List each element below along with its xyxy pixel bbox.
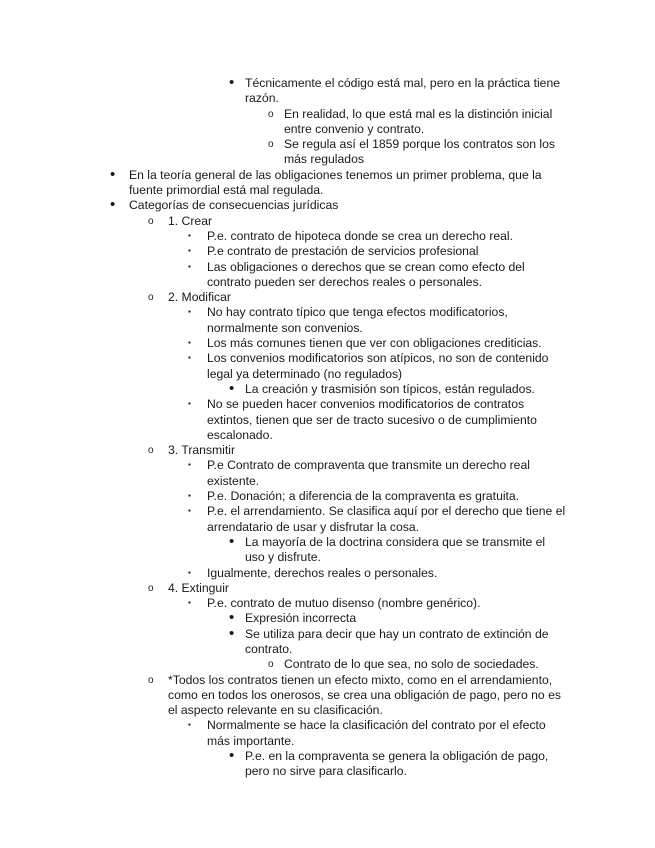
list-item	[0, 624, 565, 658]
bullet-marker: ▪	[188, 230, 191, 240]
bullet-marker: ▪	[188, 399, 191, 409]
list-item-text: Categorías de consecuencias jurídicas	[129, 198, 339, 213]
bullet-marker: ▪	[188, 506, 191, 516]
list-item	[0, 504, 567, 535]
list-item	[0, 165, 549, 199]
bullet-marker: o	[148, 445, 154, 457]
list-item-text: Las obligaciones o derechos que se crean como efecto del contrato pueden ser derechos reales o personales.	[207, 259, 525, 289]
list-item-text: 4. Extinguir	[168, 580, 229, 595]
list-item-text: Se regula así el 1859 porque los contratos son los más regulados	[284, 137, 556, 167]
document-page	[0, 76, 655, 780]
bullet-marker: ▪	[188, 598, 191, 608]
list-item-text: P.e. contrato de mutuo disenso (nombre genérico).	[207, 596, 481, 611]
bullet-marker: o	[268, 108, 274, 120]
list-item-text: P.e. contrato de hipoteca donde se crea un derecho real.	[207, 228, 514, 243]
list-item	[0, 596, 567, 611]
bullet-marker: ▪	[188, 307, 191, 317]
bullet-marker: o	[148, 674, 154, 686]
list-item	[0, 718, 567, 749]
list-item	[0, 260, 567, 291]
list-item-text: Expresión incorrecta	[245, 611, 357, 626]
bullet-marker: •	[229, 624, 235, 642]
list-item-text: P.e Contrato de compraventa que transmite un derecho real existente.	[207, 458, 530, 488]
bullet-marker: o	[268, 139, 274, 151]
list-item-text: No se pueden hacer convenios modificatorios de contratos extintos, tienen que ser de tracto sucesivo o de cumplimiento escalonado.	[207, 397, 537, 442]
list-item-text: En realidad, lo que está mal es la distinción inicial entre convenio y contrato.	[284, 106, 553, 136]
list-item-text: Técnicamente el código está mal, pero en la práctica tiene razón.	[245, 76, 561, 106]
list-item	[0, 458, 567, 489]
list-item	[0, 566, 567, 581]
list-item-text: La mayoría de la doctrina considera que se transmite el uso y disfrute.	[245, 534, 546, 565]
list-item	[0, 532, 565, 566]
bullet-marker: ▪	[188, 338, 191, 348]
bullet-marker: •	[229, 532, 235, 550]
list-item	[0, 198, 549, 213]
bullet-marker: ▪	[188, 567, 191, 577]
list-item	[0, 581, 568, 596]
bullet-marker: o	[148, 215, 154, 227]
bullet-marker: •	[229, 379, 235, 397]
list-item-text: P.e. el arrendamiento. Se clasifica aquí por el derecho que tiene el arrendatario de usar y disfrutar la cosa.	[207, 504, 566, 534]
list-item	[0, 673, 568, 719]
bullet-marker: •	[229, 609, 235, 627]
list-item	[0, 351, 567, 382]
list-item	[0, 229, 567, 244]
bullet-marker: •	[110, 196, 116, 214]
list-item-text: P.e. en la compraventa se genera la obligación de pago, pero no sirve para clasificarlo.	[245, 749, 549, 779]
list-item-text: P.e contrato de prestación de servicios profesional	[207, 244, 479, 259]
bullet-marker: ▪	[188, 460, 191, 470]
list-item-text: 3. Transmitir	[168, 443, 236, 458]
list-item	[0, 244, 567, 259]
list-item	[0, 749, 565, 780]
list-item	[0, 76, 565, 107]
list-item	[0, 290, 568, 305]
list-item-text: La creación y trasmisión son típicos, están regulados.	[245, 381, 535, 396]
list-item	[0, 214, 568, 229]
bullet-marker: •	[110, 165, 116, 183]
list-item	[0, 657, 564, 672]
bullet-marker: ▪	[188, 491, 191, 501]
list-item-text: P.e. Donación; a diferencia de la compraventa es gratuita.	[207, 489, 520, 504]
bullet-marker: ▪	[188, 261, 191, 271]
bullet-marker: o	[268, 659, 274, 671]
list-item	[0, 489, 567, 504]
list-item-text: Se utiliza para decir que hay un contrato de extinción de contrato.	[245, 626, 549, 656]
list-item	[0, 336, 567, 351]
list-item-text: 1. Crear	[168, 213, 213, 228]
list-item-text: Los convenios modificatorios son atípicos, no son de contenido legal ya determinado (no regulados)	[207, 351, 549, 381]
list-item	[0, 107, 564, 138]
list-item-text: Normalmente se hace la clasificación del contrato por el efecto más importante.	[207, 718, 546, 748]
list-item	[0, 397, 567, 443]
list-item	[0, 379, 565, 397]
list-item	[0, 137, 564, 168]
bullet-marker: •	[229, 74, 235, 91]
bullet-marker: ▪	[188, 353, 191, 363]
list-item-text: Contrato de lo que sea, no solo de sociedades.	[284, 657, 539, 672]
list-item-text: No hay contrato típico que tenga efectos modificatorios, normalmente son convenios.	[207, 305, 508, 335]
bullet-marker: ▪	[188, 720, 191, 730]
list-item-text: 2. Modificar	[168, 290, 231, 305]
list-item-text: Igualmente, derechos reales o personales.	[207, 565, 438, 580]
bullet-marker: •	[229, 747, 235, 765]
bullet-marker: o	[148, 582, 154, 594]
list-item	[0, 611, 565, 626]
bullet-marker: ▪	[188, 246, 191, 256]
bullet-marker: o	[148, 292, 154, 304]
list-item-text: Los más comunes tienen que ver con obligaciones crediticias.	[207, 336, 542, 351]
list-item-text: *Todos los contratos tienen un efecto mixto, como en el arrendamiento, como en todos los onerosos, se crea una obligación de pago, pero no es el aspecto relevante en su clasificación.	[168, 672, 561, 718]
list-item-text: En la teoría general de las obligaciones tenemos un primer problema, que la fuente primordial está mal regulada.	[129, 167, 542, 198]
list-item	[0, 443, 568, 458]
list-item	[0, 305, 567, 336]
